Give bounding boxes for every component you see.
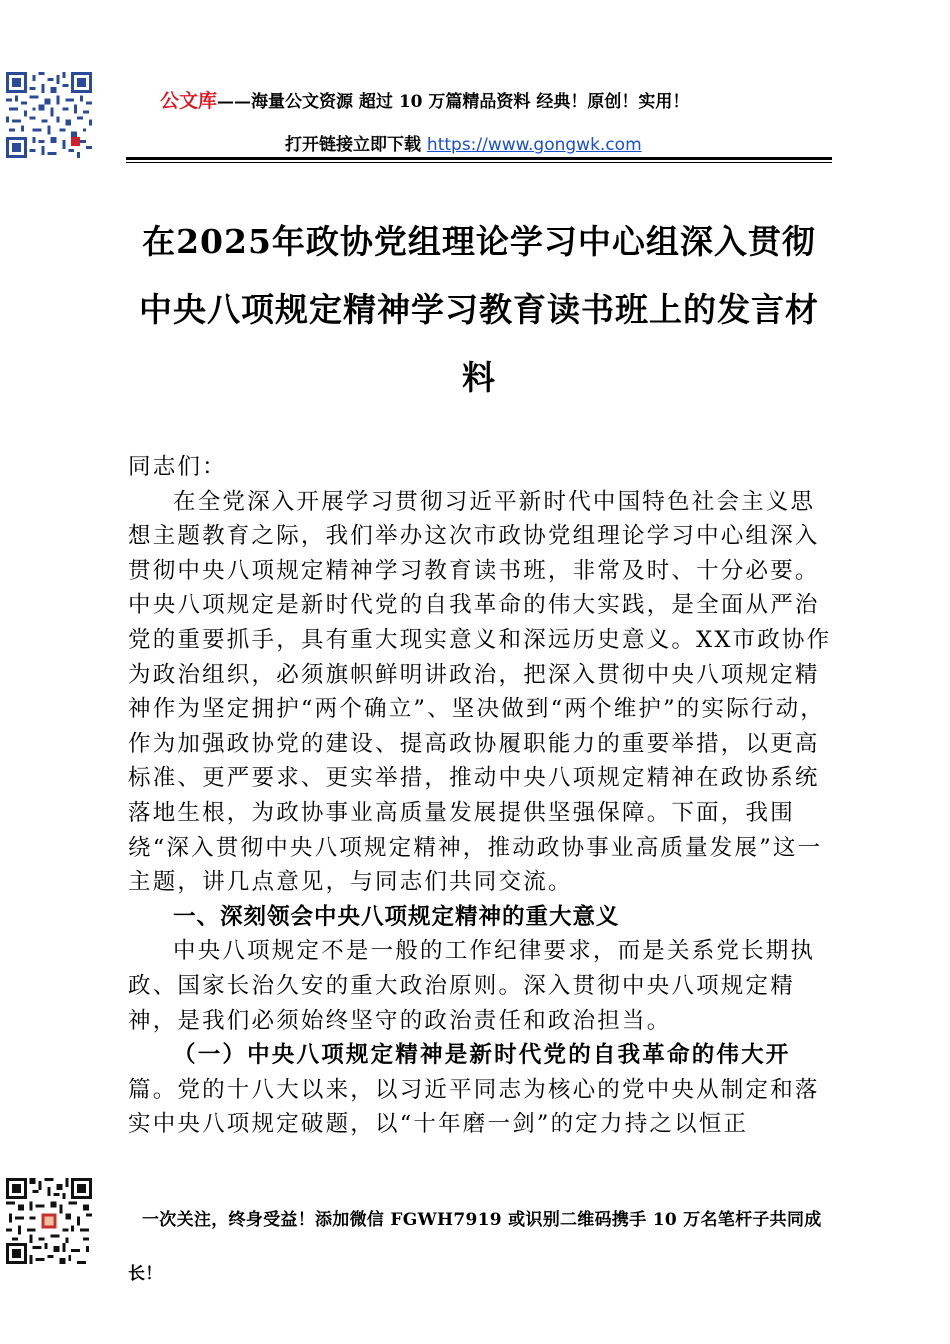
download-link[interactable]: https://www.gongwk.com <box>426 135 642 155</box>
brand-name: 公文库 <box>160 90 218 112</box>
download-prefix: 打开链接立即下载 <box>285 135 427 155</box>
header-divider-thick <box>126 157 832 160</box>
paragraph: 篇。党的十八大以来，以习近平同志为核心的党中央从制定和落实中央八项规定破题，以“十年磨一剑”的定力持之以恒正 <box>128 1076 820 1138</box>
section-heading: 一、深刻领会中央八项规定精神的重大意义 <box>173 903 620 930</box>
header-tagline: ——海量公文资源 超过 10 万篇精品资料 经典！原创！实用！ <box>217 92 690 112</box>
qr-code-top[interactable] <box>6 72 92 158</box>
subsection-heading: （一）中央八项规定精神是新时代党的自我革命的伟大开 <box>173 1042 791 1069</box>
qr-code-bottom[interactable] <box>6 1178 92 1264</box>
document-title: 在2025年政协党组理论学习中心组深入贯彻中央八项规定精神学习教育读书班上的发言材料 <box>139 222 819 397</box>
paragraph: 中央八项规定不是一般的工作纪律要求，而是关系党长期执政、国家长治久安的重大政治原则。深入贯彻中央八项规定精神，是我们必须始终坚守的政治责任和政治担当。 <box>128 938 816 1034</box>
header-banner <box>160 86 689 113</box>
download-line <box>285 130 642 155</box>
header-divider-thin <box>126 162 832 163</box>
footer-promo <box>128 1193 840 1301</box>
paragraph: 在全党深入开展学习贯彻习近平新时代中国特色社会主义思想主题教育之际，我们举办这次市政协党组理论学习中心组深入贯彻中央八项规定精神学习教育读书班，非常及时、十分必要。中央八项规定是新时代党的自我革命的伟大实践，是全面从严治党的重要抓手，具有重大现实意义和深远历史意义。XX市政协作为政治组织，必须旗帜鲜明讲政治，把深入贯彻中央八项规定精神作为坚定拥护“两个确立”、坚决做到“两个维护”的实际行动，作为加强政协党的建设、提高政协履职能力的重要举措，以更高标准、更严要求、更实举措，推动中央八项规定精神在政协系统落地生根，为政协事业高质量发展提供坚强保障。下面，我围绕“深入贯彻中央八项规定精神，推动政协事业高质量发展”这一主题，讲几点意见，与同志们共同交流。 <box>128 488 832 896</box>
salutation: 同志们： <box>128 454 227 480</box>
footer-promo-text: 一次关注，终身受益！添加微信 FGWH7919 或识别二维码携手 10 万名笔杆子共同成长！ <box>128 1210 822 1284</box>
document-body <box>128 450 834 1142</box>
